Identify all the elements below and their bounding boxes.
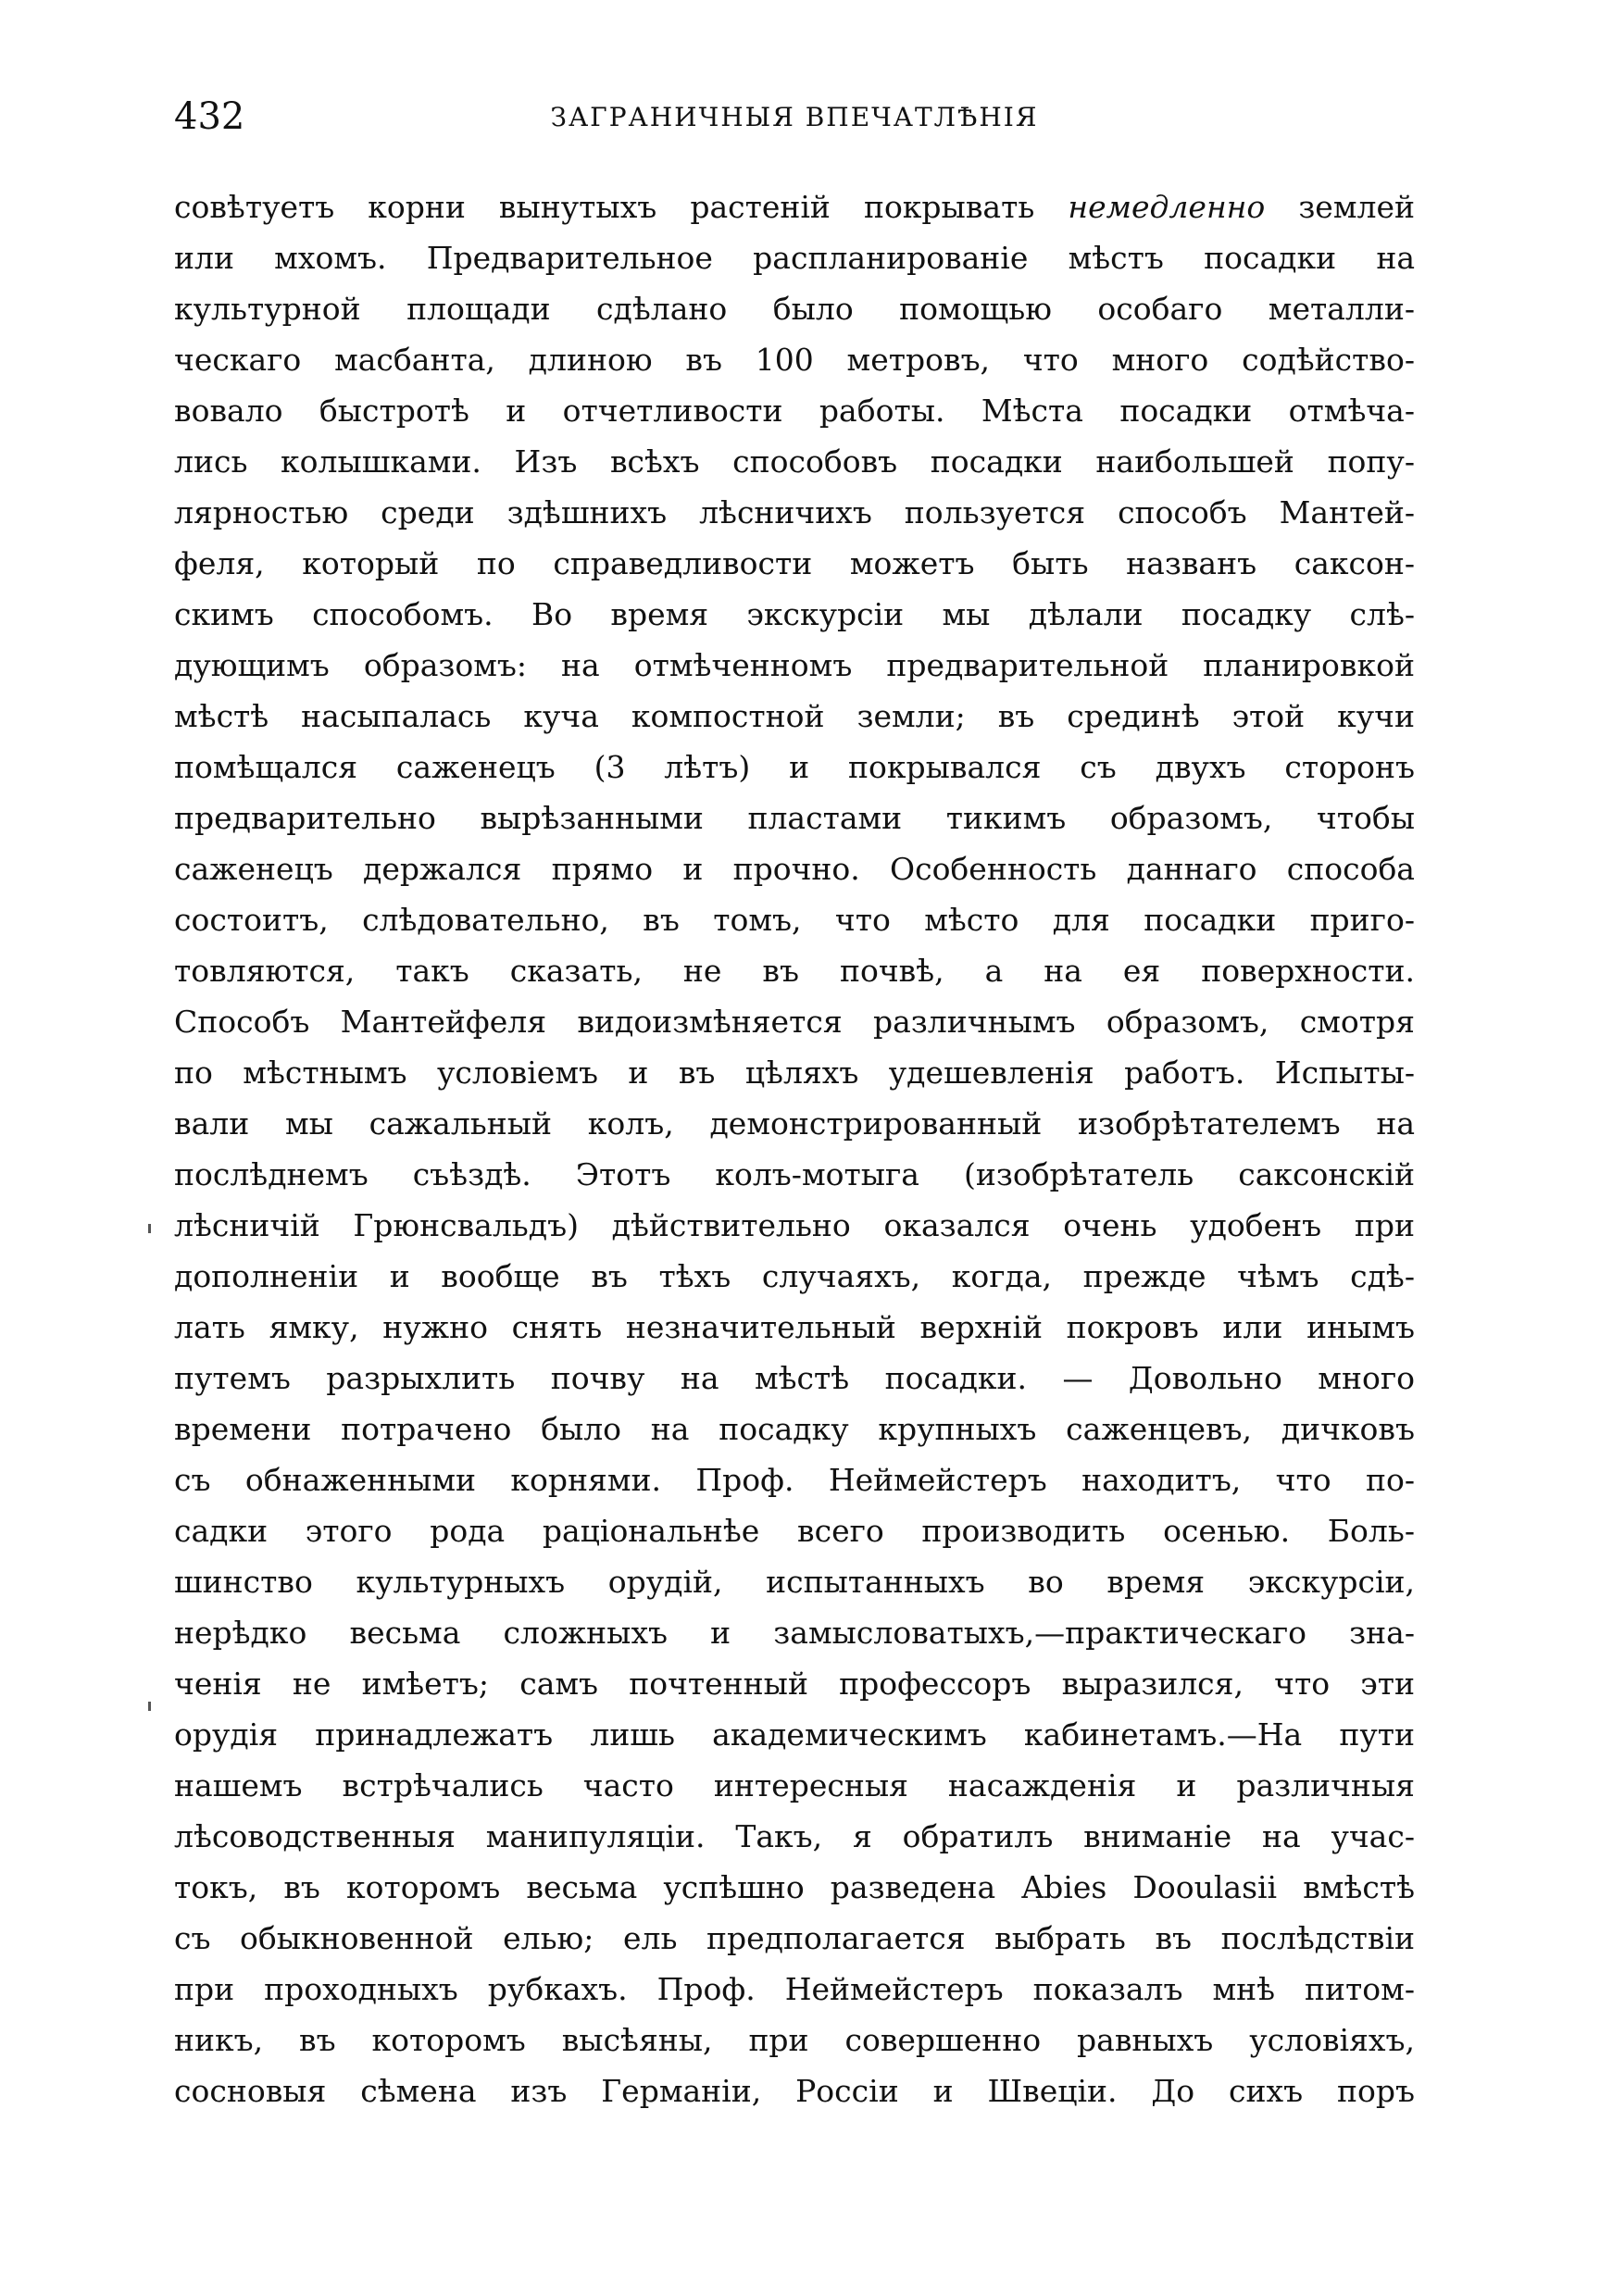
text-line: орудія принадлежатъ лишь академическимъ кабинетамъ.—На пути: [174, 1716, 1415, 1753]
text-line: мѣстѣ насыпалась куча компостной земли; въ срединѣ этой кучи: [174, 698, 1415, 734]
text-line: по мѣстнымъ условіемъ и въ цѣляхъ удешевленія работъ. Испыты-: [174, 1054, 1415, 1091]
text-line: съ обыкновенной елью; ель предполагается выбрать въ послѣдствіи: [174, 1920, 1415, 1956]
body-text: [174, 181, 1415, 2116]
text-line: состоитъ, слѣдовательно, въ томъ, что мѣсто для посадки приго-: [174, 902, 1415, 938]
text-line: съ обнаженными корнями. Проф. Неймейстеръ находитъ, что по-: [174, 1462, 1415, 1498]
text-line: путемъ разрыхлить почву на мѣстѣ посадки. — Довольно много: [174, 1360, 1415, 1396]
text-line: товляются, такъ сказать, не въ почвѣ, а на ея поверхности.: [174, 953, 1415, 989]
text-line: вовало быстротѣ и отчетливости работы. Мѣста посадки отмѣча-: [174, 393, 1415, 429]
running-title: ЗАГРАНИЧНЫЯ ВПЕЧАТЛѢНІЯ: [550, 102, 1039, 132]
text-line: помѣщался саженецъ (3 лѣтъ) и покрывался съ двухъ сторонъ: [174, 749, 1415, 785]
page-header: [174, 89, 1415, 144]
text-line: времени потрачено было на посадку крупныхъ саженцевъ, дичковъ: [174, 1411, 1415, 1447]
italic-word: немедленно: [1068, 189, 1266, 225]
text-line: скимъ способомъ. Во время экскурсіи мы дѣлали посадку слѣ-: [174, 596, 1415, 632]
text-line: токъ, въ которомъ весьма успѣшно разведена Abies Dooulasii вмѣстѣ: [174, 1869, 1415, 1905]
text-line: нашемъ встрѣчались часто интересныя насажденія и различныя: [174, 1767, 1415, 1803]
margin-speck: [148, 1224, 151, 1233]
text-line: дополненіи и вообще въ тѣхъ случаяхъ, когда, прежде чѣмъ сдѣ-: [174, 1258, 1415, 1294]
text-line: ческаго масбанта, длиною въ 100 метровъ, что много содѣйство-: [174, 342, 1415, 378]
text-line: лать ямку, нужно снять незначительный верхній покровъ или инымъ: [174, 1309, 1415, 1345]
text-line: лѣсоводственныя манипуляціи. Такъ, я обратилъ вниманіе на учас-: [174, 1818, 1415, 1854]
text-line-start: совѣтуетъ корни вынутыхъ растеній покрывать: [174, 189, 1035, 225]
text-line: саженецъ держался прямо и прочно. Особенность даннаго способа: [174, 851, 1415, 887]
text-line: никъ, въ которомъ высѣяны, при совершенно равныхъ условіяхъ,: [174, 2022, 1415, 2058]
text-line: культурной площади сдѣлано было помощью особаго металли-: [174, 291, 1415, 327]
text-line: феля, который по справедливости можетъ быть названъ саксон-: [174, 545, 1415, 581]
margin-speck: [148, 1702, 151, 1711]
text-line: садки этого рода раціональнѣе всего производить осенью. Боль-: [174, 1513, 1415, 1549]
text-line: сосновыя сѣмена изъ Германіи, Россіи и Швеціи. До сихъ поръ: [174, 2073, 1415, 2109]
page-number: 432: [174, 95, 245, 138]
text-line: предварительно вырѣзанными пластами тикимъ образомъ, чтобы: [174, 800, 1415, 836]
text-line: ченія не имѣетъ; самъ почтенный профессоръ выразился, что эти: [174, 1666, 1415, 1702]
text-line: при проходныхъ рубкахъ. Проф. Неймейстеръ показалъ мнѣ питом-: [174, 1971, 1415, 2007]
text-line: [174, 181, 1415, 232]
text-line-end: землей: [1298, 189, 1415, 225]
text-line: или мхомъ. Предварительное распланированіе мѣстъ посадки на: [174, 240, 1415, 276]
text-line: лись колышками. Изъ всѣхъ способовъ посадки наибольшей попу-: [174, 443, 1415, 480]
text-line: дующимъ образомъ: на отмѣченномъ предварительной планировкой: [174, 647, 1415, 683]
text-line: Способъ Мантейфеля видоизмѣняется различнымъ образомъ, смотря: [174, 1004, 1415, 1040]
text-line: послѣднемъ съѣздѣ. Этотъ колъ-мотыга (изобрѣтатель саксонскій: [174, 1156, 1415, 1192]
text-line: нерѣдко весьма сложныхъ и замысловатыхъ,—практическаго зна-: [174, 1615, 1415, 1651]
text-line: лярностью среди здѣшнихъ лѣсничихъ пользуется способъ Мантей-: [174, 494, 1415, 530]
text-line: вали мы сажальный колъ, демонстрированный изобрѣтателемъ на: [174, 1105, 1415, 1142]
text-line: шинство культурныхъ орудій, испытанныхъ во время экскурсіи,: [174, 1564, 1415, 1600]
text-line: лѣсничій Грюнсвальдъ) дѣйствительно оказался очень удобенъ при: [174, 1207, 1415, 1243]
